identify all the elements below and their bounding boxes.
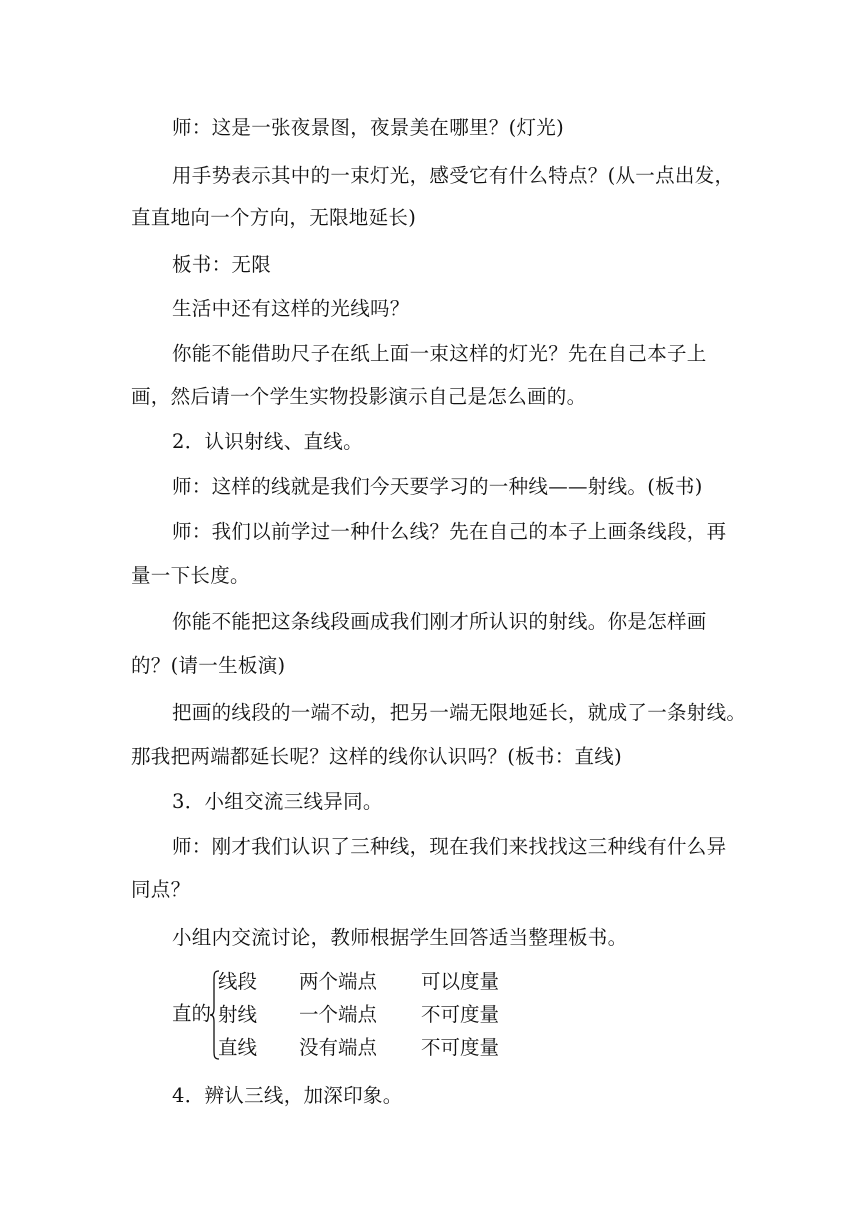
section-heading: 4．辨认三线，加深印象。 [172, 1084, 403, 1107]
section-heading: 2．认识射线、直线。 [172, 430, 363, 453]
paragraph-continuation: 同点？ [131, 878, 191, 901]
paragraph: 师：我们以前学过一种什么线？先在自己的本子上画条线段，再 [172, 520, 727, 543]
table-cell-line-name: 直线 [218, 1036, 258, 1059]
paragraph: 生活中还有这样的光线吗？ [172, 297, 410, 320]
table-prefix: 直的 [172, 1002, 212, 1025]
paragraph: 你能不能把这条线段画成我们刚才所认识的射线。你是怎样画 [172, 610, 707, 633]
section-heading: 3．小组交流三线异同。 [172, 790, 383, 813]
paragraph: 师：刚才我们认识了三种线，现在我们来找找这三种线有什么异 [172, 835, 727, 858]
table-cell-measurable: 不可度量 [421, 1003, 500, 1026]
paragraph-continuation: 那我把两端都延长呢？这样的线你认识吗？(板书：直线) [131, 745, 623, 768]
paragraph-continuation: 直直地向一个方向，无限地延长) [131, 206, 417, 229]
paragraph: 用手势表示其中的一束灯光，感受它有什么特点？(从一点出发， [172, 164, 735, 187]
table-cell-line-name: 线段 [218, 970, 258, 993]
table-cell-endpoints: 两个端点 [299, 970, 378, 993]
paragraph-continuation: 量一下长度。 [131, 564, 250, 587]
board-summary-table [172, 968, 532, 1064]
paragraph-continuation: 画，然后请一个学生实物投影演示自己是怎么画的。 [131, 385, 587, 408]
paragraph: 板书：无限 [172, 253, 272, 276]
paragraph-continuation: 的？(请一生板演) [131, 654, 286, 677]
table-cell-endpoints: 一个端点 [299, 1003, 378, 1026]
paragraph: 师：这是一张夜景图，夜景美在哪里？(灯光) [172, 116, 565, 139]
paragraph: 师：这样的线就是我们今天要学习的一种线——射线。(板书) [172, 475, 703, 498]
paragraph: 把画的线段的一端不动，把另一端无限地延长，就成了一条射线。 [172, 701, 747, 724]
table-cell-measurable: 不可度量 [421, 1036, 500, 1059]
table-cell-endpoints: 没有端点 [299, 1036, 378, 1059]
paragraph: 你能不能借助尺子在纸上面一束这样的灯光？先在自己本子上 [172, 342, 707, 365]
table-cell-line-name: 射线 [218, 1003, 258, 1026]
paragraph: 小组内交流讨论，教师根据学生回答适当整理板书。 [172, 926, 628, 949]
table-cell-measurable: 可以度量 [421, 970, 500, 993]
